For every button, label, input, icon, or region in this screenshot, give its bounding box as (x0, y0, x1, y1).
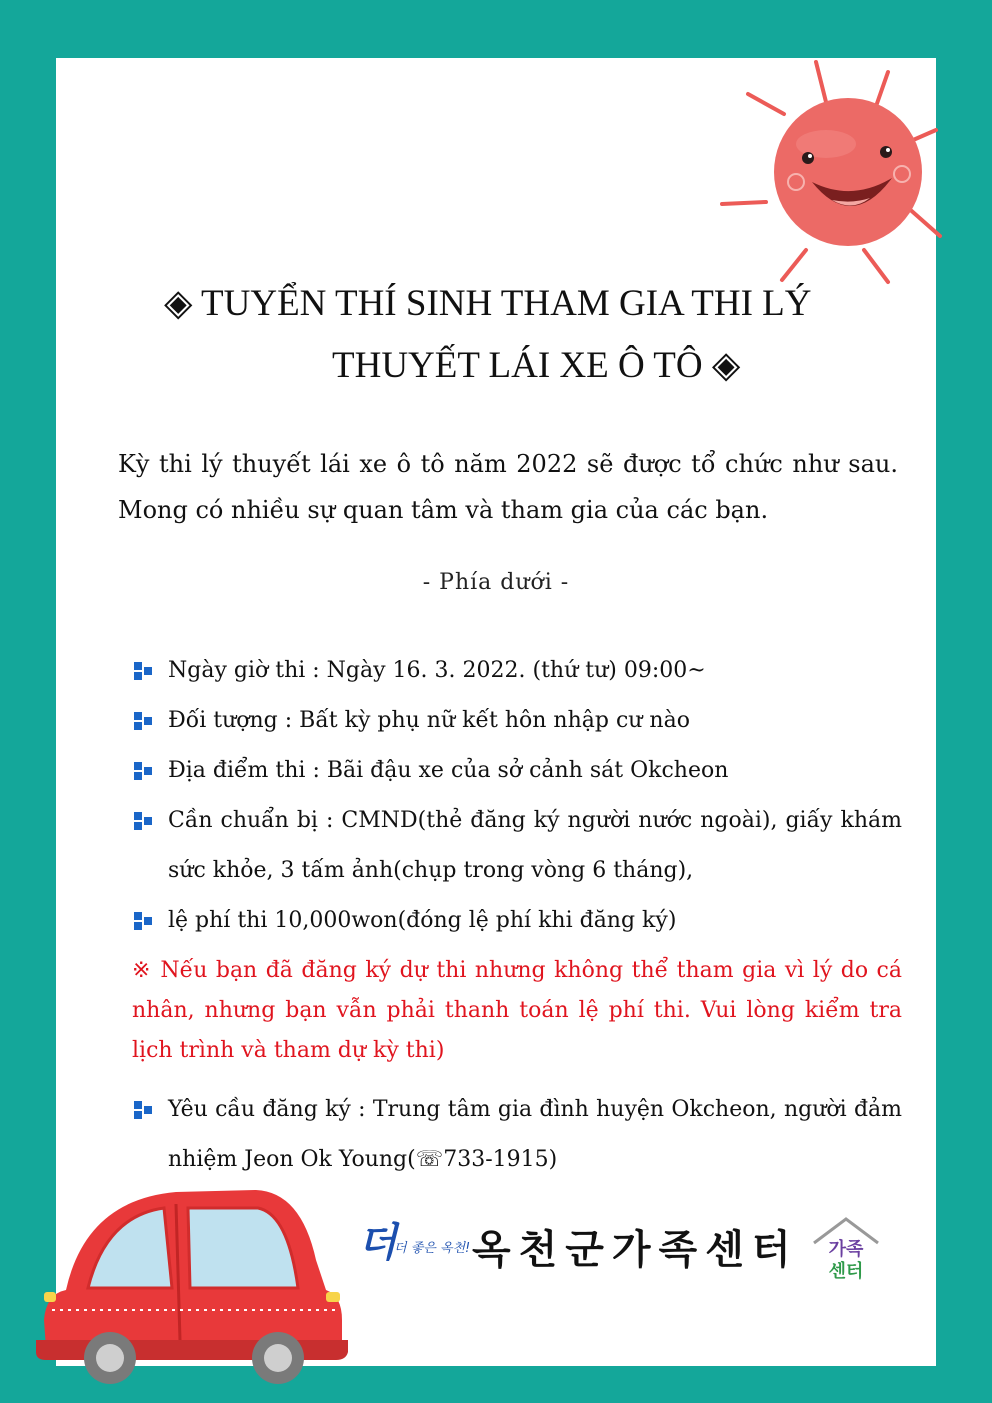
item-target: Đối tượng : Bất kỳ phụ nữ kết hôn nhập cư nào (168, 708, 690, 733)
contact-list (132, 1085, 902, 1185)
item-preparation: Cần chuẩn bị : CMND(thẻ đăng ký người nước ngoài), giấy khám sức khỏe, 3 tấm ảnh(chụp trong vòng 6 tháng), (168, 808, 902, 883)
info-list (132, 646, 902, 946)
item-location: Địa điểm thi : Bãi đậu xe của sở cảnh sát Okcheon (168, 758, 729, 783)
item-fee: lệ phí thi 10,000won(đóng lệ phí khi đăng ký) (168, 908, 677, 933)
car-icon (26, 1180, 356, 1380)
family-center-logo (808, 1213, 884, 1285)
below-label: - Phía dưới - (422, 570, 570, 595)
intro-paragraph: Kỳ thi lý thuyết lái xe ô tô năm 2022 sẽ được tổ chức như sau. Mong có nhiều sự quan tâm và tham gia của các bạn. (118, 450, 898, 524)
item-exam-time: Ngày giờ thi : Ngày 16. 3. 2022. (thứ tư) 09:00~ (168, 658, 706, 683)
bullet-icon (134, 1101, 152, 1119)
bullet-icon (134, 762, 152, 780)
center-logo-line-1: 가족 (828, 1239, 864, 1260)
county-logo-text: 더 좋은 옥천! (394, 1241, 471, 1256)
list-item (132, 696, 902, 746)
list-item (132, 896, 902, 946)
bullet-icon (134, 812, 152, 830)
bullet-icon (134, 662, 152, 680)
bullet-icon (134, 912, 152, 930)
list-item (132, 646, 902, 696)
sun-icon (656, 54, 946, 304)
county-logo (356, 1212, 471, 1272)
org-name: 옥천군가족센터 (472, 1227, 799, 1273)
list-item (132, 796, 902, 896)
list-item (132, 746, 902, 796)
svg-text:더: 더 (358, 1220, 397, 1266)
bullet-icon (134, 712, 152, 730)
list-item (132, 1085, 902, 1185)
item-contact: Yêu cầu đăng ký : Trung tâm gia đình huyện Okcheon, người đảm nhiệm Jeon Ok Young(☏733-1915) (168, 1097, 902, 1172)
title-line-1: ◈ TUYỂN THÍ SINH THAM GIA THI LÝ (164, 283, 812, 324)
center-logo-line-2: 센터 (828, 1261, 864, 1282)
warning-note: ※ Nếu bạn đã đăng ký dự thi nhưng không thể tham gia vì lý do cá nhân, nhưng bạn vẫn phải thanh toán lệ phí thi. Vui lòng kiểm tra lịch trình và tham dự kỳ thi) (132, 958, 902, 1063)
poster-page (56, 58, 936, 1366)
title-line-2: THUYẾT LÁI XE Ô TÔ ◈ (332, 345, 741, 386)
